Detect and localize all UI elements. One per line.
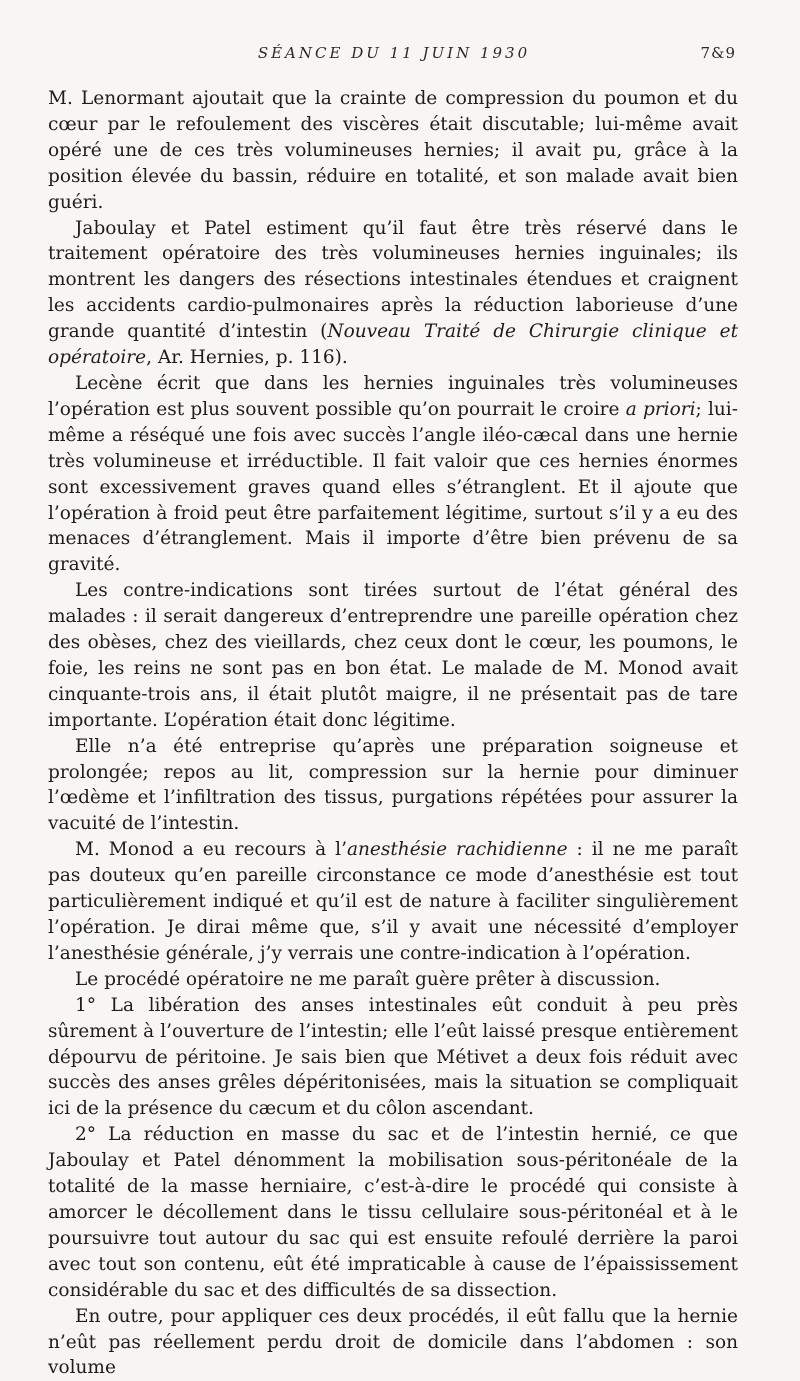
paragraph-text: M. Monod a eu recours à l’ (75, 839, 347, 861)
paragraph-4 (48, 578, 738, 733)
paragraph-5 (48, 734, 738, 838)
paragraph-text: 1° La libération des anses intestinales eût conduit à peu près sûrement à l’ouverture de l’intestin; elle l’eût laissé presque entièrement dépourvu de péritoine. Je sais bien que Métivet a deux fois réduit avec succès des anses grêles dépéritonisées, mais la situation se compliquait ici de la présence du cæcum et du côlon ascendant. (48, 994, 738, 1120)
paragraph-text: Le procédé opératoire ne me paraît guère prêter à discussion. (75, 968, 661, 990)
paragraph-text: Les contre-indications sont tirées surtout de l’état général des malades : il serait dangereux d’entreprendre une pareille opération chez des obèses, chez des vieillards, chez ceux dont le cœur, les poumons, le foie, les reins ne sont pas en bon état. Le malade de M. Monod avait cinquante-trois ans, il était plutôt maigre, il ne présentait pas de tare importante. L’opération était donc légitime. (48, 580, 738, 731)
paragraph-3 (48, 371, 738, 578)
paragraph-6 (48, 837, 738, 967)
latin-phrase: a priori (625, 398, 696, 420)
paragraph-7 (48, 967, 738, 993)
paragraph-1 (48, 86, 738, 216)
paragraph-text: En outre, pour appliquer ces deux procédés, il eût fallu que la hernie n’eût pas réellement perdu droit de domicile dans l’abdomen : son volume (48, 1305, 738, 1379)
paragraph-text: Elle n’a été entreprise qu’après une préparation soigneuse et prolongée; repos au lit, compression sur la hernie pour diminuer l’œdème et l’infiltration des tissus, purgations répétées pour assurer la vacuité de l’intestin. (48, 735, 738, 835)
paragraph-9 (48, 1122, 738, 1303)
paragraph-text: Jaboulay et Patel estiment qu’il faut être très réservé dans le traitement opératoire des très volumineuses hernies inguinales; ils montrent les dangers des résections intestinales étendues et craignent les accidents cardio-pulmonaires après la réduction laborieuse d’une grande quantité d’intestin ( (48, 217, 738, 343)
paragraph-text: M. Lenormant ajoutait que la crainte de compression du poumon et du cœur par le refoulement des viscères était discutable; lui-même avait opéré une de ces très volumineuses hernies; il avait pu, grâce à la position élevée du bassin, réduire en totalité, et son malade avait bien guéri. (48, 88, 738, 213)
paragraph-8 (48, 993, 738, 1123)
running-head: SÉANCE DU 11 JUIN 1930 (257, 44, 531, 62)
paragraph-text: Lecène écrit que dans les hernies inguinales très volumineuses l’opération est plus souvent possible qu’on pourrait le croire (48, 372, 738, 420)
page-number: 7&9 (700, 44, 736, 62)
paragraph-text-after: : il ne me paraît pas douteux qu’en pareille circonstance ce mode d’anesthésie est tout particulièrement indiqué et qu’il est de nature à faciliter singulièrement l’opération. Je dirai même que, s’il y avait une nécessité d’employer l’anesthésie générale, j’y verrais une contre-indication à l’opération. (48, 839, 738, 964)
anesthesia-term: anesthésie rachidienne (346, 839, 568, 861)
paragraph-text: 2° La réduction en masse du sac et de l’intestin hernié, ce que Jaboulay et Patel dénomment la mobilisation sous-péritonéale de la totalité de la masse herniaire, c’est-à-dire le procédé qui consiste à amorcer le décollement dans le tissu cellulaire sous-péritonéal et à le poursuivre tout autour du sac qui est ensuite refoulé derrière la paroi avec tout son contenu, eût été impraticable à cause de l’épaississement considérable du sac et des difficultés de sa dissection. (48, 1124, 738, 1301)
page-header (48, 44, 740, 68)
book-title: Nouveau Traité de Chirurgie clinique et opératoire (48, 321, 738, 369)
paragraph-text-after: , Ar. Hernies, p. 116). (146, 347, 348, 369)
body-text (48, 86, 738, 1381)
paragraph-2 (48, 216, 738, 371)
paragraph-10 (48, 1304, 738, 1381)
paragraph-text-after: ; lui-même a réséqué une fois avec succès l’angle iléo-cæcal dans une hernie très volumineuse et irréductible. Il fait valoir que ces hernies énormes sont excessivement graves quand elles s’étranglent. Et il ajoute que l’opération à froid peut être parfaitement légitime, surtout s’il y a eu des menaces d’étranglement. Mais il importe d’être bien prévenu de sa gravité. (48, 398, 738, 576)
